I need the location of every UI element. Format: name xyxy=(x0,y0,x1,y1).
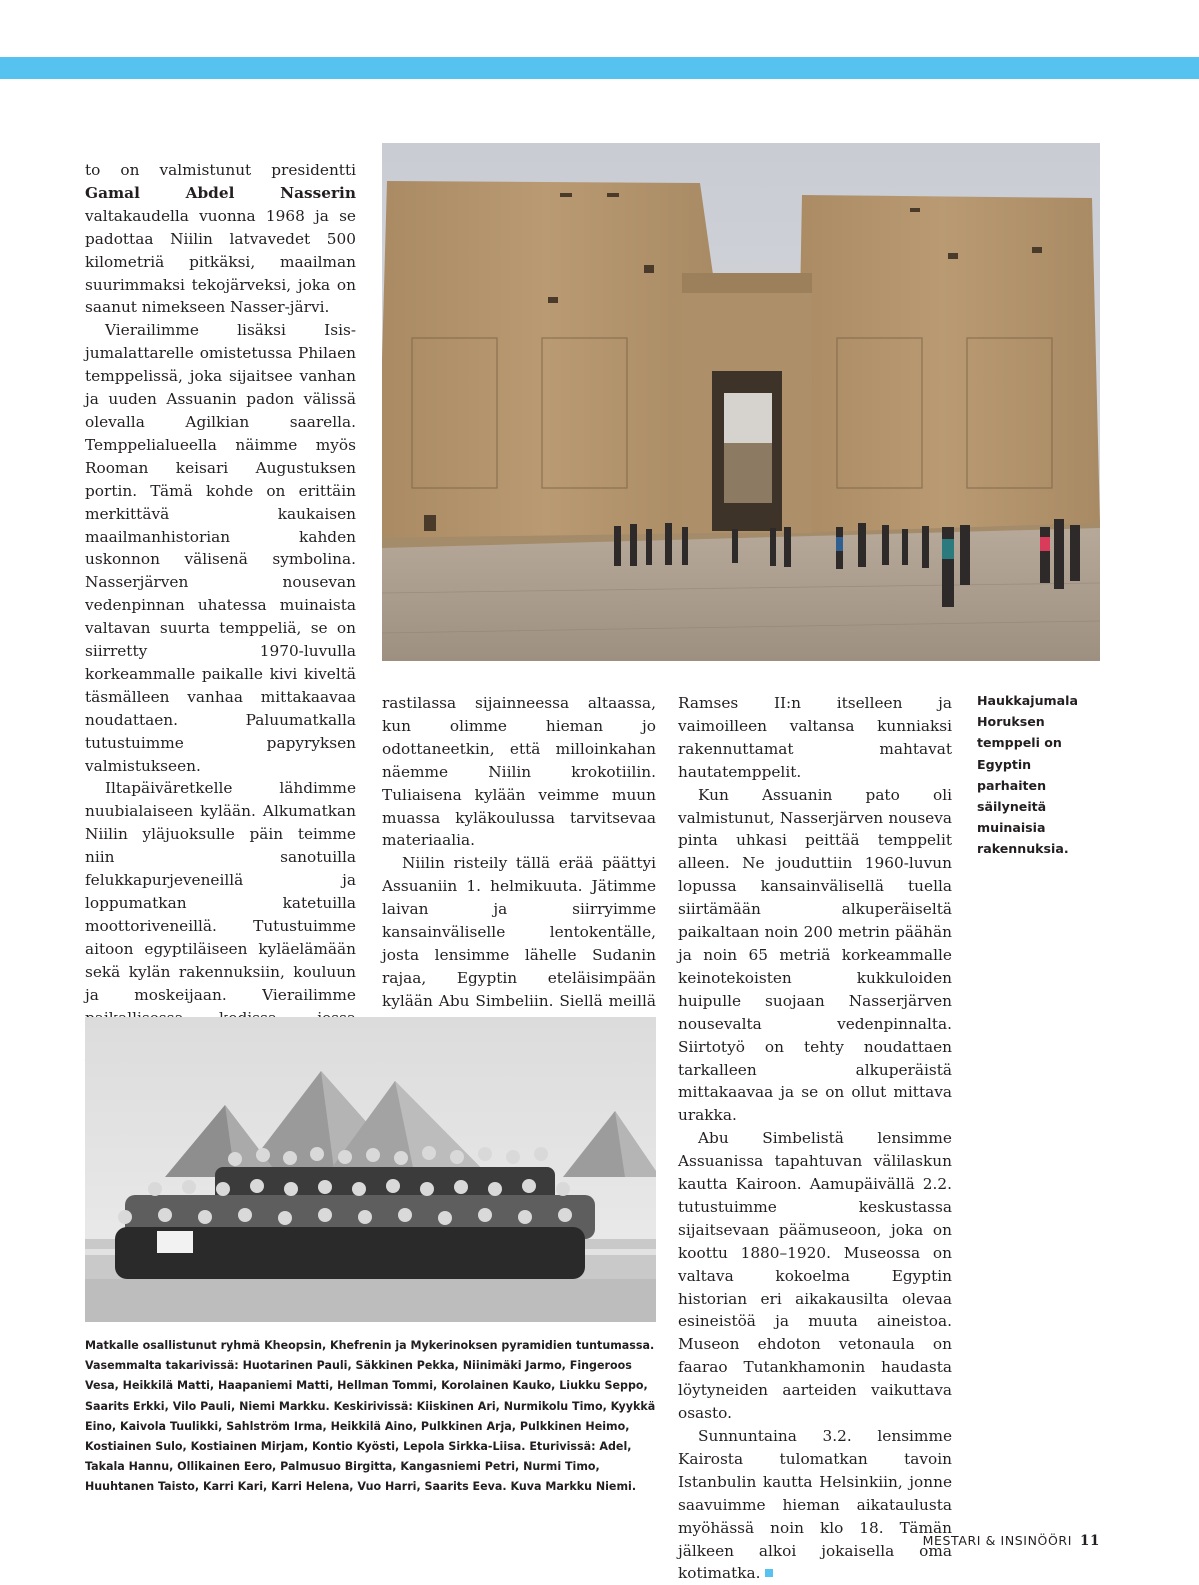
paragraph: Sunnuntaina 3.2. lensimme Kairosta tulomatkan tavoin Istanbulin kautta Helsinkiin, jonne saavuimme hieman aikataulusta myöhässä noin klo 18. Tämän jälkeen alkoi jokaisella oma kotimatka. xyxy=(678,1427,952,1583)
paragraph: Kun Assuanin pato oli valmistunut, Nasserjärven nouseva pinta uhkasi peittää temppelit alleen. Ne jouduttiin 1960-luvun lopussa kansainvälisellä tuella siirtämään alkuperäiseltä paikaltaan noin 200 metrin päähän ja noin 65 metriä korkeammalle keinotekoisten kukkuloiden huipulle suojaan Nasserjärven nousevalta vedenpinnalta. Siirtotyö on tehty noudattaen tarkalleen alkuperäistä mittakaavaa ja se on ollut mittava urakka. xyxy=(678,785,952,1125)
end-mark-icon xyxy=(765,1569,773,1577)
paragraph: to on valmistunut presidentti Gamal Abdel Nasserin valtakaudella vuonna 1968 ja se padottaa Niilin latvavedet 500 kilometriä pitkäksi, maailman suurimmaksi tekojärveksi, joka on saanut nimekseen Nasser-järvi. xyxy=(85,161,356,317)
text-column-1 xyxy=(85,159,356,1098)
page-footer xyxy=(923,1533,1100,1549)
paragraph: Iltapäiväretkelle lähdimme nuubialaiseen kylään. Alkumatkan Niilin yläjuoksulle päin teimme niin sanotuilla felukkapurjeveneillä ja loppumatkan katetuilla moottoriveneillä. Tutustuimme aitoon egyptiläiseen kyläelämään sekä kylän rakennuksiin, kouluun ja moskeijaan. Vierailimme xyxy=(85,779,356,1004)
temple-photo xyxy=(382,143,1100,661)
bold-name: Gamal Abdel Nasserin xyxy=(85,183,356,202)
paragraph: Abu Simbelistä lensimme Assuanissa tapahtuvan välilaskun kautta Kairoon. Aamupäivällä 2.2. tutustuimme keskustassa sijaitsevaan päämuseoon, joka on koottu 1880–1920. Museossa on valtava kokoelma Egyptin historian eri aikakausilta olevaa esineistöä ja muuta aineistoa. Museon ehdoton vetonaula on faarao Tutankhamonin haudasta löytyneiden aarteiden vaikuttava osasto. xyxy=(678,1129,952,1423)
page-number: 11 xyxy=(1080,1533,1100,1549)
text-column-3 xyxy=(678,692,952,1585)
paragraph: Vierailimme lisäksi Isis-jumalattarelle omistetussa Philaen temppelissä, joka sijaitsee vanhan ja uuden Assuanin padon välissä olevalla Agilkian saarella. Temppelialueella näimme myös Rooman keisari Augustuksen portin. Tämä kohde on erittäin merkittävä kaukaisen maailmanhistorian kahden uskonnon välisenä symbolina. Nasserjärven nousevan vedenpinnan uhatessa muinaista valtavan suurta temppeliä, se on siirretty 1970-luvulla korkeammalle paikalle kivi kiveltä täsmälleen vanhaa mittakaavaa noudattaen. Paluumatkalla tutustuimme papyryksen valmistukseen. xyxy=(85,321,356,775)
text-column-2 xyxy=(382,692,656,1036)
temple-caption: Haukkajumala Horuksen temppeli on Egyptin parhaiten säilyneitä muinaisia rakennuksia. xyxy=(977,693,1078,857)
group-caption: Matkalle osallistunut ryhmä Kheopsin, Khefrenin ja Mykerinoksen pyramidien tuntumassa. Vasemmalta takarivissä: Huotarinen Pauli, Säkkinen Pekka, Niinimäki Jarmo, Fingeroos Vesa, Heikkilä Matti, Haapaniemi Matti, Hellman Tommi, Korolainen Kauko, Liukku Seppo, Saarits Erkki, Vilo Pauli, Niemi Markku. Keskirivissä: Kiiskinen Ari, Nurmikolu Timo, Kyykkä Eino, Kaivola Tuulikki, Sahlström Irma, Heikkilä Aino, Pulkkinen Arja, Pulkkinen Heimo, Kostiainen Sulo, Kostiainen Mirjam, Kontio Kyösti, Lepola Sirkka-Liisa. Eturivissä: Adel, Takala Hannu, Ollikainen Eero, Palmusuo Birgitta, Kangasniemi Petri, Nurmi Timo, Huuhtanen Taisto, Karri Kari, Karri Helena, Vuo Harri, Saarits Eeva. Kuva Markku Niemi. xyxy=(85,1339,656,1494)
top-accent-bar xyxy=(0,57,1199,79)
group-photo xyxy=(85,1017,656,1322)
paragraph: Ramses II:n itselleen ja vaimoilleen valtansa kunniaksi rakennuttamat mahtavat hautatemppelit. xyxy=(678,694,952,781)
publication-name: MESTARI & INSINÖÖRI xyxy=(922,1533,1072,1548)
paragraph: Niilin risteily tällä erää päättyi Assuaniin 1. helmikuuta. Jätimme laivan ja siirryimme kansainväliselle lentokentälle, josta lensimme lähelle Sudanin rajaa, Egyptin eteläisimpään kylään Abu Simbeliin. Siellä meillä xyxy=(382,854,656,1010)
paragraph: rastilassa sijainneessa altaassa, kun olimme hieman jo odottaneetkin, että milloinkahan näemme Niilin krokotiilin. Tuliaisena kylään veimme muun muassa kyläkoulussa tarvitsevaa materiaalia. xyxy=(382,694,656,850)
